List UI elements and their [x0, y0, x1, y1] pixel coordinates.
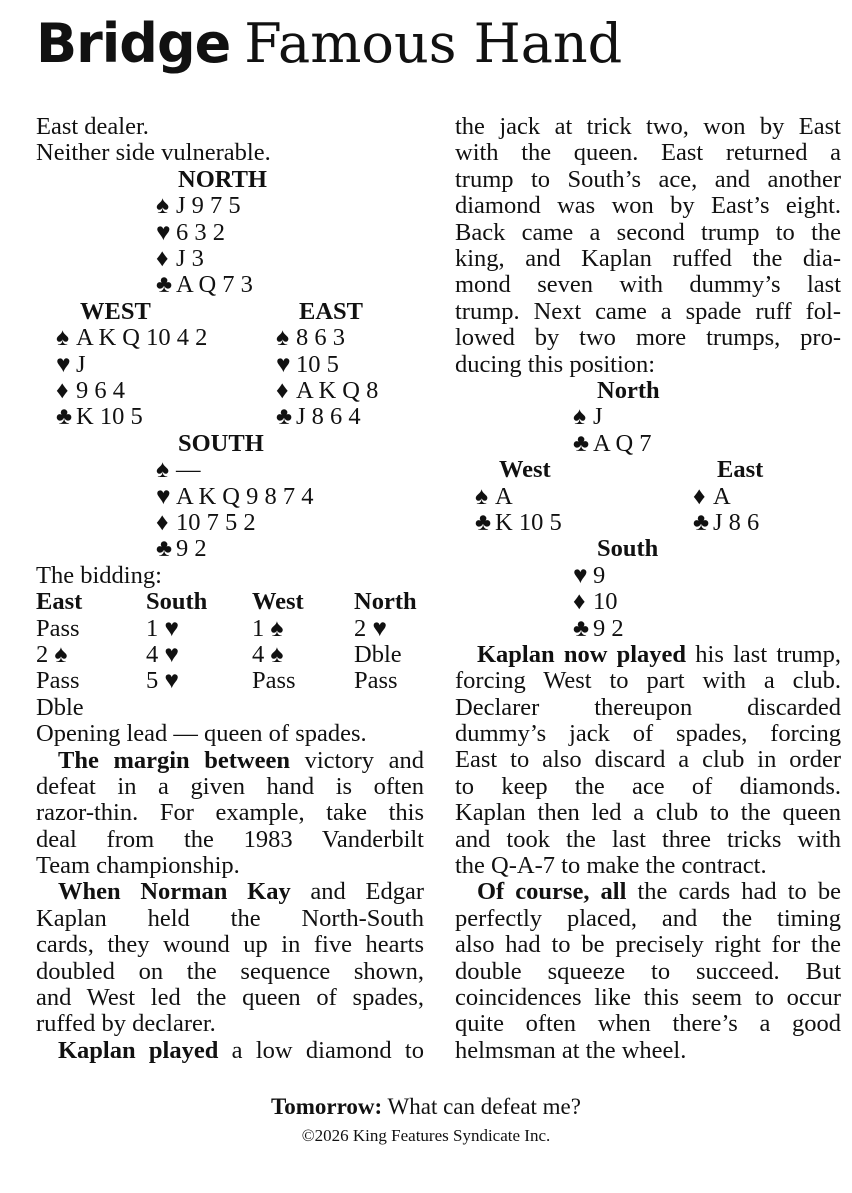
- text-line: coincidences like this seem to occur: [455, 983, 841, 1011]
- lead-in-bold: Kaplan played: [58, 1036, 219, 1064]
- bidding-header-north: North: [354, 588, 417, 616]
- lead-in-bold: Of course, all: [477, 878, 627, 906]
- club-icon: ♣: [573, 429, 590, 457]
- club-icon: ♣: [573, 614, 590, 642]
- club-icon: ♣: [56, 403, 73, 431]
- text-line: trump. Next came a spade ruff fol-: [455, 297, 841, 325]
- text-line: also had to be precisely right for the: [455, 931, 841, 959]
- text-line: Team championship.: [36, 852, 240, 880]
- diamond-icon: ♦: [693, 482, 706, 510]
- north-clubs: ♣ A Q 7 3: [156, 271, 253, 299]
- text-line: to keep the ace of diamonds.: [455, 772, 841, 800]
- text-line: and West led the queen of spades,: [36, 984, 424, 1012]
- text-line: ruffed by declarer.: [36, 1010, 216, 1038]
- lead-in-bold: Kaplan now played: [477, 640, 687, 668]
- text-line: Kaplan held the North-South: [36, 904, 424, 932]
- text-line: When Norman Kay and Edgar: [58, 878, 424, 906]
- deal-diagram: [36, 167, 424, 563]
- page-title: [36, 12, 622, 75]
- bidding-header-east: East: [36, 588, 83, 616]
- bidding-row: [36, 695, 424, 721]
- position-north-spades: ♠ J: [573, 403, 603, 431]
- east-diamonds: ♦ A K Q 8: [276, 376, 379, 404]
- text-line: with the queen. East returned a: [455, 139, 841, 167]
- tomorrow-text: What can defeat me?: [382, 1094, 581, 1119]
- north-label: NORTH: [178, 165, 267, 193]
- paragraph-kaplan-played: [36, 1038, 424, 1064]
- position-north-clubs: ♣ A Q 7: [573, 429, 652, 457]
- north-diamonds: ♦ J 3: [156, 244, 204, 272]
- text-line: the Q-A-7 to make the contract.: [455, 852, 767, 880]
- south-spades: ♠ —: [156, 456, 201, 484]
- south-hearts: ♥ A K Q 9 8 7 4: [156, 482, 314, 510]
- heart-icon: ♥: [276, 350, 291, 378]
- text-line: razor-thin. For example, take this: [36, 799, 424, 827]
- title-famous-hand: Famous Hand: [244, 12, 623, 75]
- text-line: king, and Kaplan ruffed the dia-: [455, 244, 841, 272]
- bid-cell: 1 ♠: [252, 614, 284, 642]
- spade-icon: ♠: [573, 403, 587, 431]
- bidding-title: The bidding:: [36, 561, 162, 589]
- bidding-row: [36, 616, 424, 642]
- bid-cell: 4 ♠: [252, 640, 284, 668]
- diamond-icon: ♦: [156, 508, 169, 536]
- lead-in-bold: The margin between: [58, 746, 290, 774]
- bid-cell: 2 ♠: [36, 640, 68, 668]
- text-line: Of course, all the cards had to be: [477, 878, 841, 906]
- position-east-diamonds: ♦ A: [693, 482, 731, 510]
- diamond-icon: ♦: [56, 376, 69, 404]
- paragraph-margin: [36, 748, 424, 880]
- position-west-label: West: [499, 456, 551, 484]
- spade-icon: ♠: [276, 324, 290, 352]
- spade-icon: ♠: [475, 482, 489, 510]
- text-line: diamond was won by East’s eight.: [455, 192, 841, 220]
- position-south-label: South: [597, 535, 659, 563]
- paragraph-kaplan-now: [455, 642, 841, 880]
- text-line: Declarer thereupon discarded: [455, 693, 841, 721]
- diamond-icon: ♦: [276, 376, 289, 404]
- heart-icon: ♥: [156, 218, 171, 246]
- position-diagram: [455, 378, 841, 642]
- bidding-header-row: [36, 589, 424, 615]
- club-icon: ♣: [156, 271, 173, 299]
- bid-cell: Dble: [36, 693, 84, 721]
- bid-cell: 5 ♥: [146, 667, 179, 695]
- club-icon: ♣: [475, 508, 492, 536]
- text-line: Back came a second trump to the: [455, 218, 841, 246]
- right-column: [455, 114, 841, 1064]
- text-line: defeat in a given hand is often: [36, 772, 424, 800]
- spade-icon: ♠: [156, 456, 170, 484]
- position-east-label: East: [717, 456, 764, 484]
- vulnerability-line: Neither side vulnerable.: [36, 139, 271, 167]
- diamond-icon: ♦: [573, 588, 586, 616]
- south-label: SOUTH: [178, 429, 264, 457]
- west-clubs: ♣ K 10 5: [56, 403, 143, 431]
- text-line: and took the last three tricks with: [455, 825, 841, 853]
- east-hearts: ♥ 10 5: [276, 350, 339, 378]
- bidding-header-south: South: [146, 588, 208, 616]
- bid-cell: Pass: [36, 667, 80, 695]
- east-clubs: ♣ J 8 6 4: [276, 403, 361, 431]
- paragraph-continuation: [455, 114, 841, 378]
- paragraph-kay: [36, 879, 424, 1037]
- copyright: ©2026 King Features Syndicate Inc.: [301, 1126, 551, 1145]
- text-line: forcing West to part with a club.: [455, 667, 841, 695]
- bid-cell: 4 ♥: [146, 640, 179, 668]
- heart-icon: ♥: [573, 561, 588, 589]
- text-line: deal from the 1983 Vanderbilt: [36, 825, 424, 853]
- club-icon: ♣: [693, 508, 710, 536]
- text-line: cards, they wound up in five hearts: [36, 931, 424, 959]
- text-line: doubled on the sequence shown,: [36, 957, 424, 985]
- west-hearts: ♥ J: [56, 350, 86, 378]
- text-line: double squeeze to succeed. But: [455, 957, 841, 985]
- text-line: dummy’s jack of spades, forcing: [455, 720, 841, 748]
- south-diamonds: ♦ 10 7 5 2: [156, 508, 256, 536]
- bidding-header-west: West: [252, 588, 304, 616]
- diamond-icon: ♦: [156, 244, 169, 272]
- east-label: EAST: [299, 297, 364, 325]
- text-line: The margin between victory and: [58, 746, 424, 774]
- spade-icon: ♠: [56, 324, 70, 352]
- dealer-line: East dealer.: [36, 113, 149, 140]
- position-south-clubs: ♣ 9 2: [573, 614, 624, 642]
- text-line: mond seven with dummy’s last: [455, 271, 841, 299]
- bid-cell: Pass: [354, 667, 398, 695]
- north-spades: ♠ J 9 7 5: [156, 192, 241, 220]
- east-spades: ♠ 8 6 3: [276, 324, 345, 352]
- position-east-clubs: ♣ J 8 6: [693, 508, 760, 536]
- lead-in-bold: When Norman Kay: [58, 878, 291, 906]
- spade-icon: ♠: [156, 192, 170, 220]
- bidding-row: [36, 642, 424, 668]
- text-line: Kaplan played a low diamond to: [58, 1036, 424, 1064]
- text-line: trump to South’s ace, and another: [455, 165, 841, 193]
- heart-icon: ♥: [156, 482, 171, 510]
- west-label: WEST: [80, 297, 151, 325]
- west-spades: ♠ A K Q 10 4 2: [56, 324, 208, 352]
- bid-cell: Dble: [354, 640, 402, 668]
- position-south-diamonds: ♦ 10: [573, 588, 618, 616]
- position-west-clubs: ♣ K 10 5: [475, 508, 562, 536]
- text-line: Kaplan now played his last trump,: [477, 640, 841, 668]
- south-clubs: ♣ 9 2: [156, 535, 207, 563]
- text-line: quite often when there’s a good: [455, 1010, 841, 1038]
- bid-cell: 1 ♥: [146, 614, 179, 642]
- text-line: helmsman at the wheel.: [455, 1036, 687, 1064]
- bidding-row: [36, 668, 424, 694]
- title-bridge: Bridge: [36, 12, 231, 75]
- tomorrow-label: Tomorrow:: [271, 1094, 383, 1119]
- text-line: Kaplan then led a club to the queen: [455, 799, 841, 827]
- text-line: East to also discard a club in order: [455, 746, 841, 774]
- text-line: ducing this position:: [455, 350, 656, 378]
- bid-cell: 2 ♥: [354, 614, 387, 642]
- tomorrow-teaser: [0, 1094, 852, 1120]
- text-line: perfectly placed, and the timing: [455, 904, 841, 932]
- position-south-hearts: ♥ 9: [573, 561, 606, 589]
- text-line: the jack at trick two, won by East: [455, 113, 841, 140]
- position-north-label: North: [597, 376, 660, 404]
- club-icon: ♣: [156, 535, 173, 563]
- bid-cell: Pass: [252, 667, 296, 695]
- north-hearts: ♥ 6 3 2: [156, 218, 225, 246]
- paragraph-of-course: [455, 879, 841, 1064]
- heart-icon: ♥: [56, 350, 71, 378]
- club-icon: ♣: [276, 403, 293, 431]
- bidding-table: [36, 589, 424, 721]
- position-west-spades: ♠ A: [475, 482, 513, 510]
- text-line: lowed by two more trumps, pro-: [455, 324, 841, 352]
- west-diamonds: ♦ 9 6 4: [56, 376, 125, 404]
- left-column: [36, 114, 424, 1064]
- opening-lead: Opening lead — queen of spades.: [36, 720, 367, 748]
- bid-cell: Pass: [36, 614, 80, 642]
